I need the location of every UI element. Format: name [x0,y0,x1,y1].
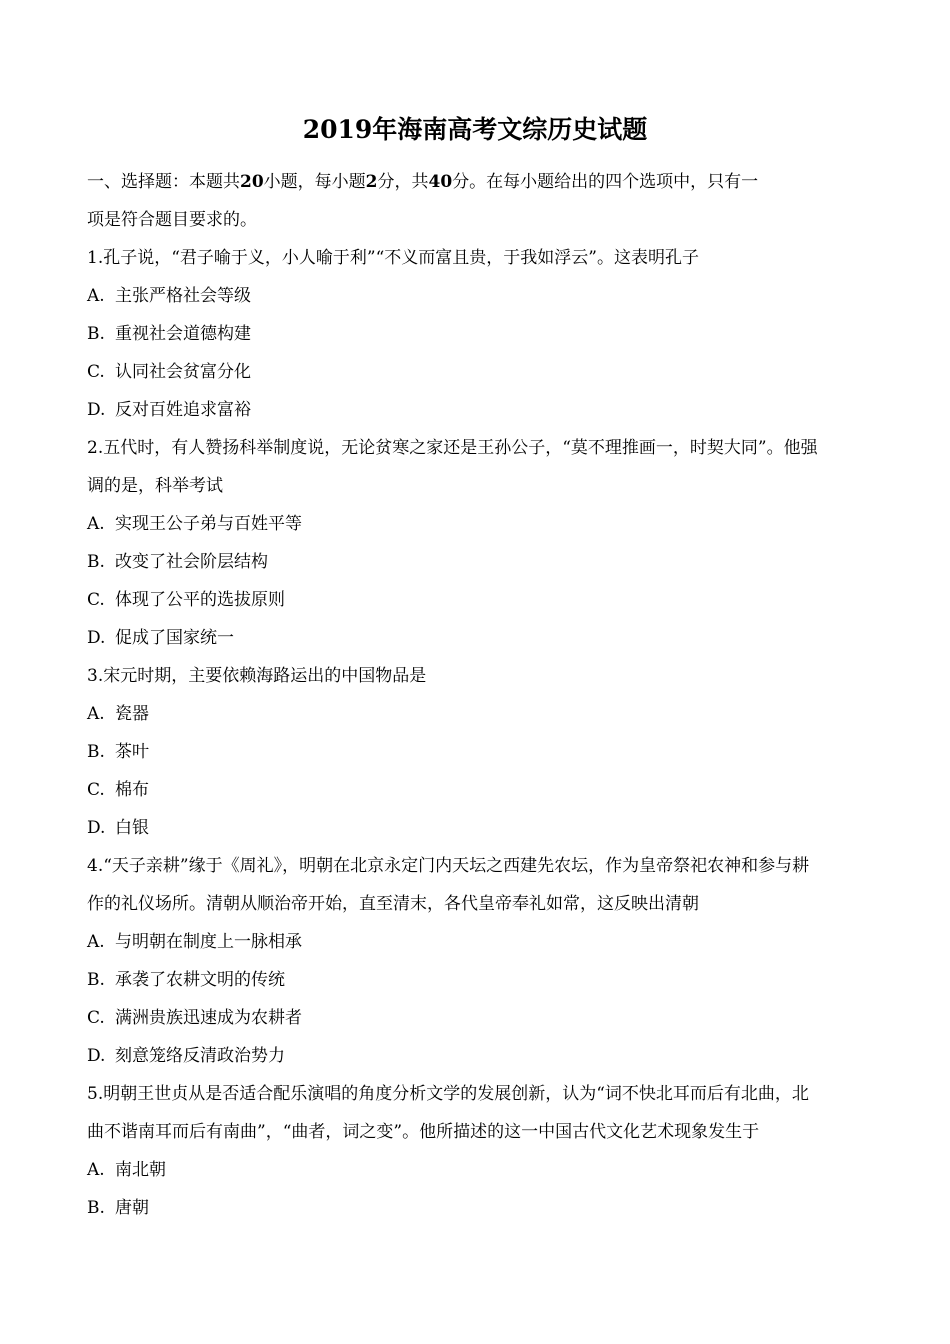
option: A. 与明朝在制度上一脉相承 [87,932,302,952]
option: B. 唐朝 [87,1198,149,1218]
option: D. 促成了国家统一 [87,628,234,648]
option: A. 南北朝 [87,1160,166,1180]
option: A. 主张严格社会等级 [87,286,251,306]
question-stem: 3.宋元时期，主要依赖海路运出的中国物品是 [87,666,427,686]
option: C. 满洲贵族迅速成为农耕者 [87,1008,302,1028]
question-stem-continued: 曲不谐南耳而后有南曲”，“曲者，词之变”。他所描述的这一中国古代文化艺术现象发生于 [87,1122,760,1142]
option: D. 反对百姓追求富裕 [87,400,251,420]
option: C. 认同社会贫富分化 [87,362,251,382]
option: A. 实现王公子弟与百姓平等 [87,514,302,534]
option: B. 茶叶 [87,742,149,762]
question-stem: 5.明朝王世贞从是否适合配乐演唱的角度分析文学的发展创新，认为“词不快北耳而后有北曲，北 [87,1084,809,1104]
option: A. 瓷器 [87,704,149,724]
option: C. 体现了公平的选拔原则 [87,590,285,610]
option: B. 重视社会道德构建 [87,324,251,344]
option: C. 棉布 [87,780,149,800]
question-stem-continued: 调的是，科举考试 [87,476,223,496]
option: B. 改变了社会阶层结构 [87,552,268,572]
option: D. 白银 [87,818,149,838]
option: B. 承袭了农耕文明的传统 [87,970,285,990]
question-stem: 1.孔子说，“君子喻于义，小人喻于利”“不义而富且贵，于我如浮云”。这表明孔子 [87,248,699,268]
option: D. 刻意笼络反清政治势力 [87,1046,285,1066]
section-heading-line-2: 项是符合题目要求的。 [87,210,257,230]
question-stem: 4.“天子亲耕”缘于《周礼》，明朝在北京永定门内天坛之西建先农坛，作为皇帝祭祀农神和参与耕 [87,856,810,876]
section-heading-line-1: 一、选择题：本题共20小题，每小题2分，共40分。在每小题给出的四个选项中，只有一 [87,172,759,192]
question-stem-continued: 作的礼仪场所。清朝从顺治帝开始，直至清末，各代皇帝奉礼如常，这反映出清朝 [87,894,699,914]
question-stem: 2.五代时，有人赞扬科举制度说，无论贫寒之家还是王孙公子，“莫不理推画一，时契大同”。他强 [87,438,818,458]
page-title: 2019年海南高考文综历史试题 [302,115,648,144]
